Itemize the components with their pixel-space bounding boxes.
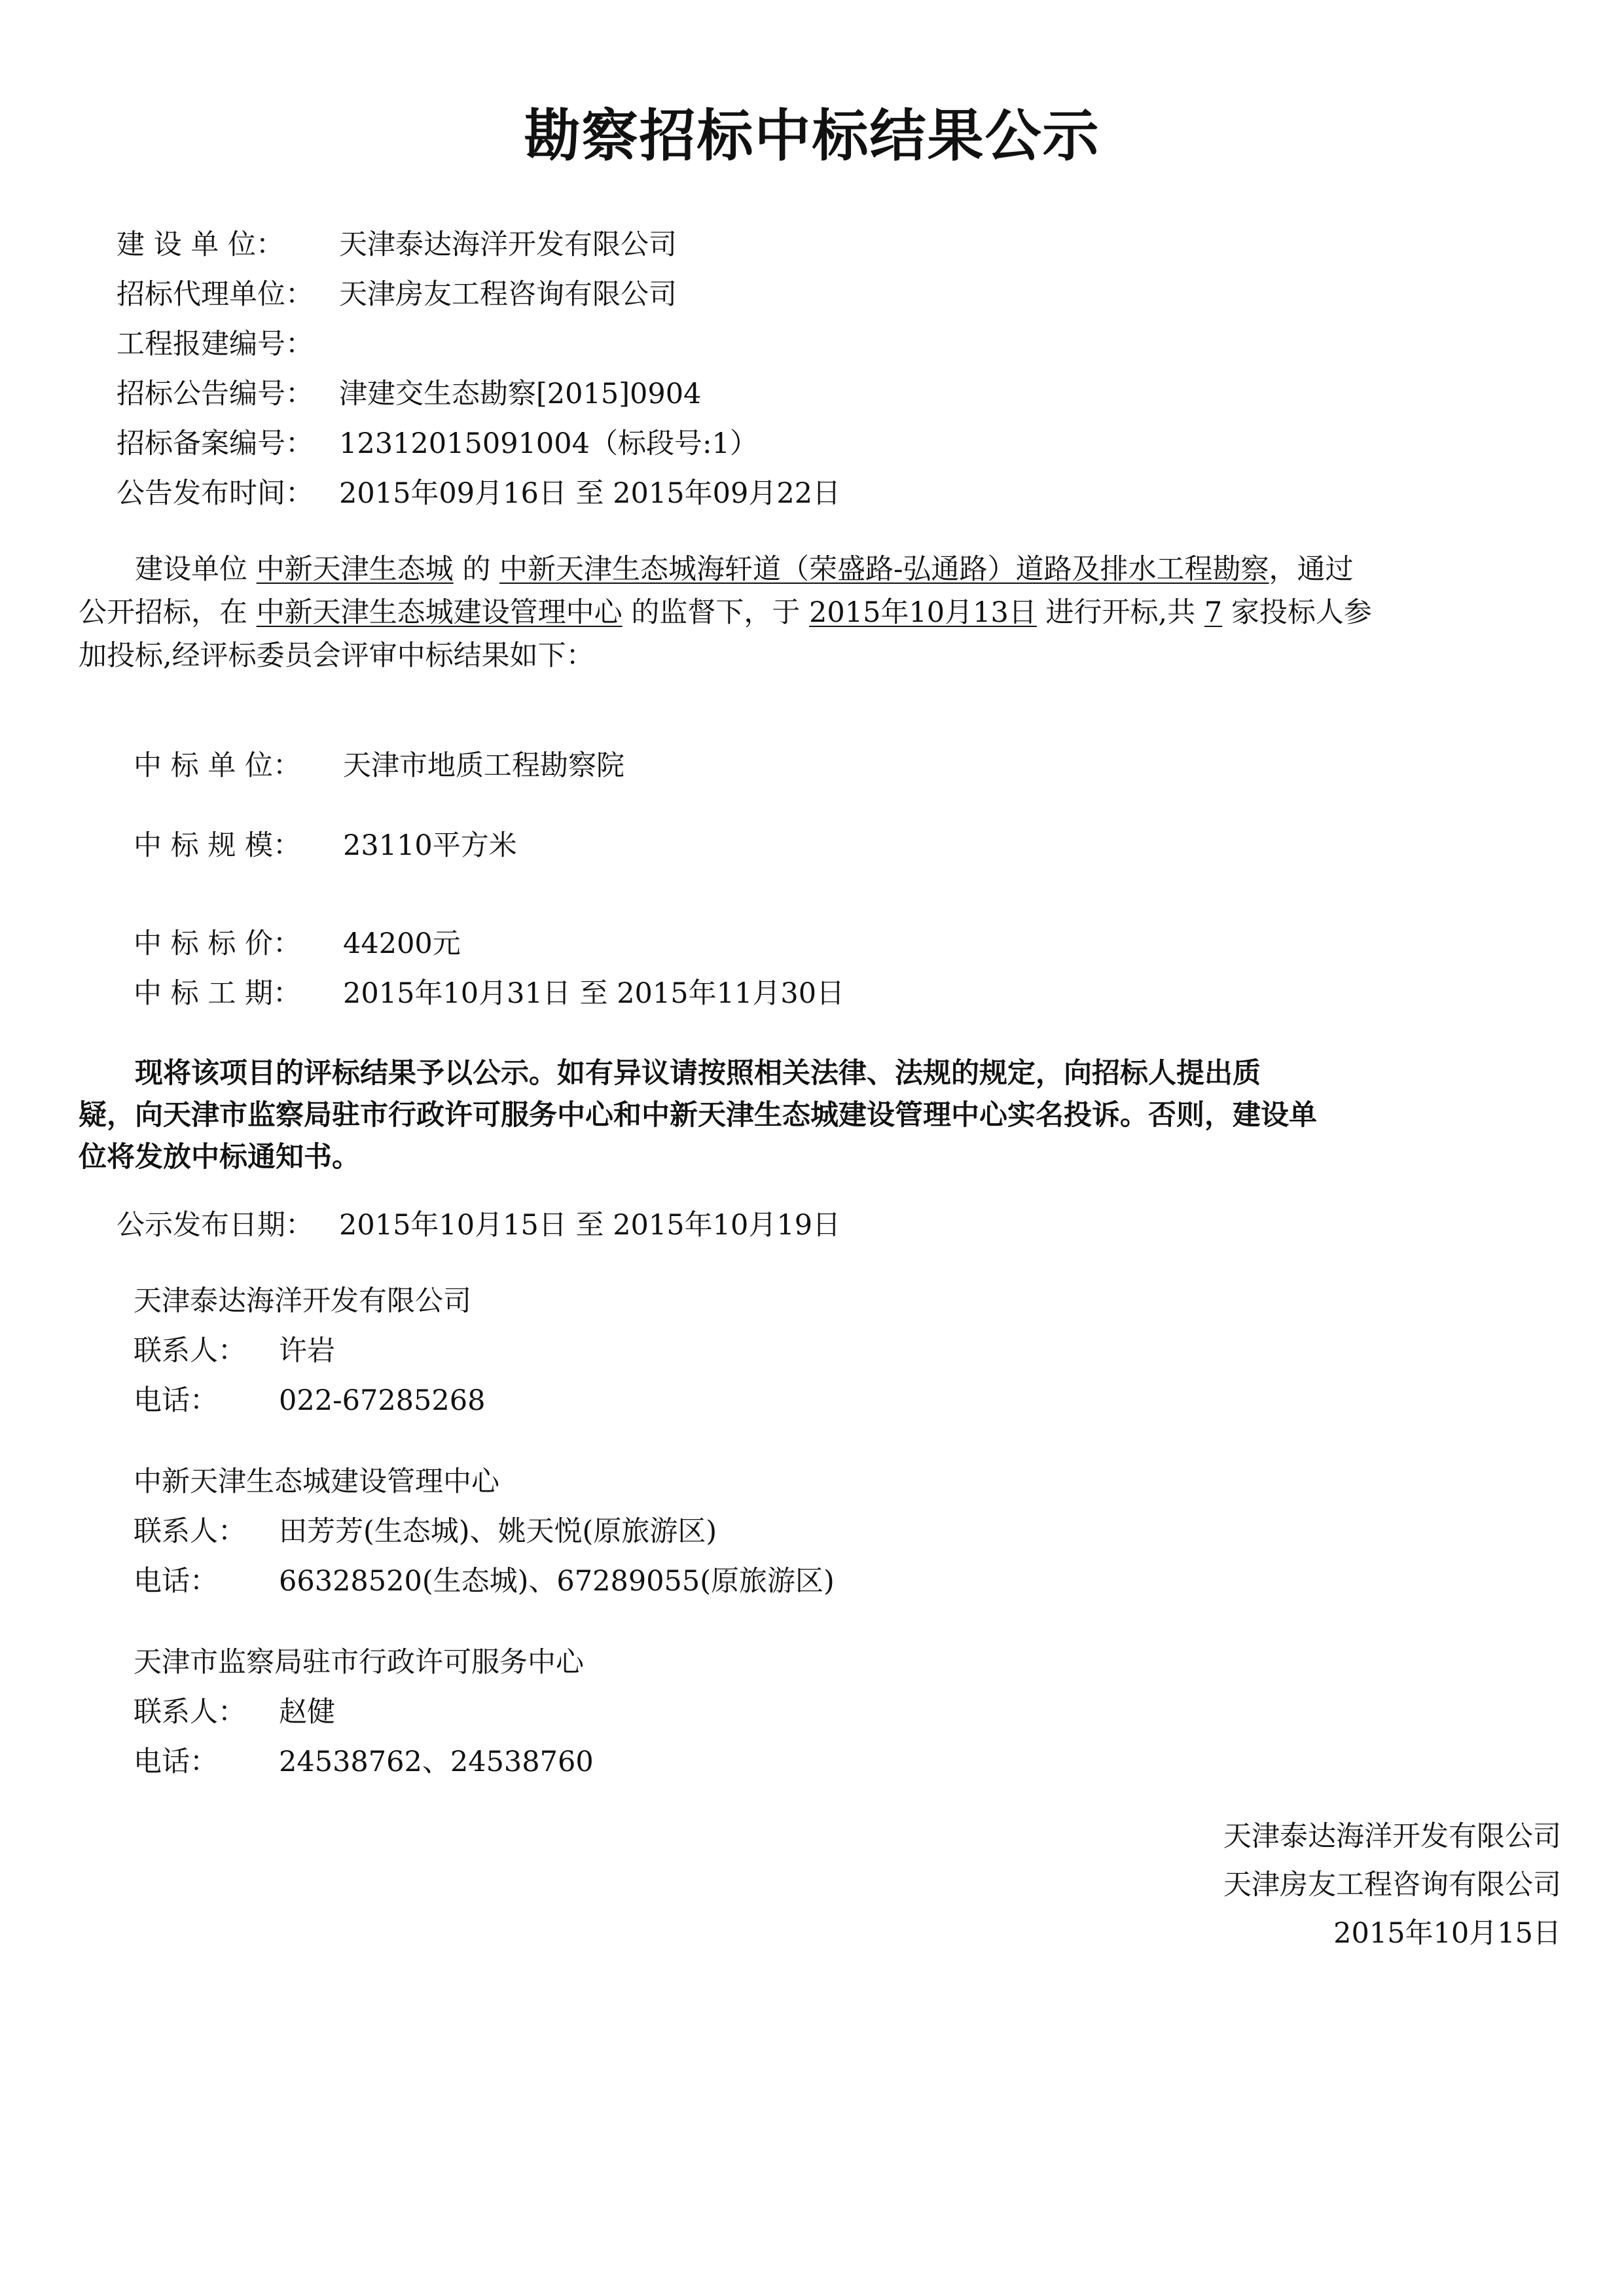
intro-text: 的监督下，于 (622, 596, 810, 629)
contact-phone (134, 1744, 594, 1780)
contact-value: 许岩 (279, 1335, 335, 1367)
notice-line-3: 位将发放中标通知书。 (79, 1141, 360, 1174)
intro-text: 的 (453, 553, 500, 586)
contact-value: 022-67285268 (279, 1384, 486, 1417)
contact-label: 电话： (134, 1746, 218, 1778)
info-value: 天津房友工程咨询有限公司 (339, 278, 677, 311)
info-row-project-number (117, 326, 339, 363)
contact-value: 田芳芳(生态城)、姚天悦(原旅游区) (279, 1515, 717, 1548)
supervisor-name: 中新天津生态城建设管理中心 (256, 596, 623, 629)
contact-org: 天津泰达海洋开发有限公司 (134, 1285, 471, 1318)
award-label: 中 标 单 位： (134, 749, 302, 782)
bidder-count: 7 (1204, 596, 1223, 629)
info-label: 工程报建编号： (117, 328, 314, 361)
intro-line-1 (135, 551, 1354, 588)
builder-name: 中新天津生态城 (256, 553, 454, 586)
intro-text: ，通过 (1269, 553, 1354, 586)
award-row-winner (134, 747, 624, 784)
page-title: 勘察招标中标结果公示 (524, 103, 1100, 169)
publish-period (117, 1207, 840, 1244)
intro-line-3: 加投标,经评标委员会评审中标结果如下： (79, 639, 594, 672)
info-label: 建 设 单 位： (117, 228, 285, 261)
contact-value: 66328520(生态城)、67289055(原旅游区) (279, 1565, 835, 1598)
info-value: 12312015091004（标段号:1） (339, 427, 758, 460)
contact-person (134, 1694, 335, 1731)
intro-text: 进行开标,共 (1036, 596, 1204, 629)
contact-label: 联系人： (134, 1335, 246, 1367)
info-label: 招标代理单位： (117, 278, 314, 311)
award-value: 44200元 (343, 927, 461, 960)
signature-date: 2015年10月15日 (1333, 1917, 1561, 1950)
award-label: 中 标 规 模： (134, 829, 302, 862)
award-label: 中 标 工 期： (134, 977, 302, 1010)
contact-value: 赵健 (279, 1696, 335, 1729)
intro-text: 公开招标，在 (79, 596, 257, 629)
project-name: 中新天津生态城海轩道（荣盛路-弘通路）道路及排水工程勘察 (499, 553, 1269, 586)
award-row-period (134, 975, 844, 1012)
contact-label: 电话： (134, 1565, 218, 1598)
contact-phone (134, 1563, 835, 1600)
contact-org: 天津市监察局驻市行政许可服务中心 (134, 1646, 584, 1679)
award-row-price (134, 925, 461, 962)
notice-line-2: 疑，向天津市监察局驻市行政许可服务中心和中新天津生态城建设管理中心实名投诉。否则，建设单 (79, 1099, 1317, 1132)
award-row-scale (134, 827, 517, 864)
open-date: 2015年10月13日 (809, 596, 1037, 629)
contact-label: 电话： (134, 1384, 218, 1417)
contact-person (134, 1513, 717, 1550)
contact-org: 中新天津生态城建设管理中心 (134, 1465, 499, 1498)
signature-org-1: 天津泰达海洋开发有限公司 (1223, 1820, 1561, 1853)
info-row-agent (117, 276, 677, 313)
info-label: 招标公告编号： (117, 378, 314, 410)
publish-label: 公示发布日期： (117, 1209, 314, 1242)
info-row-builder (117, 226, 677, 263)
award-value: 23110平方米 (343, 829, 517, 862)
intro-line-2 (79, 594, 1372, 631)
contact-value: 24538762、24538760 (279, 1746, 594, 1778)
contact-phone (134, 1382, 485, 1419)
info-label: 公告发布时间： (117, 477, 314, 510)
award-value: 2015年10月31日 至 2015年11月30日 (343, 977, 845, 1010)
contact-label: 联系人： (134, 1515, 246, 1548)
contact-label: 联系人： (134, 1696, 246, 1729)
info-row-notice-number (117, 376, 701, 412)
contact-person (134, 1333, 335, 1369)
intro-text: 家投标人参 (1222, 596, 1372, 629)
publish-value: 2015年10月15日 至 2015年10月19日 (339, 1209, 841, 1242)
intro-text: 建设单位 (135, 553, 257, 586)
info-row-record-number (117, 425, 758, 462)
info-value: 2015年09月16日 至 2015年09月22日 (339, 477, 841, 510)
info-row-notice-period (117, 475, 840, 512)
award-value: 天津市地质工程勘察院 (343, 749, 624, 782)
info-label: 招标备案编号： (117, 427, 314, 460)
signature-org-2: 天津房友工程咨询有限公司 (1223, 1869, 1561, 1901)
info-value: 天津泰达海洋开发有限公司 (339, 228, 677, 261)
info-value: 津建交生态勘察[2015]0904 (339, 378, 702, 410)
award-label: 中 标 标 价： (134, 927, 302, 960)
notice-line-1: 现将该项目的评标结果予以公示。如有异议请按照相关法律、法规的规定，向招标人提出质 (135, 1057, 1261, 1090)
